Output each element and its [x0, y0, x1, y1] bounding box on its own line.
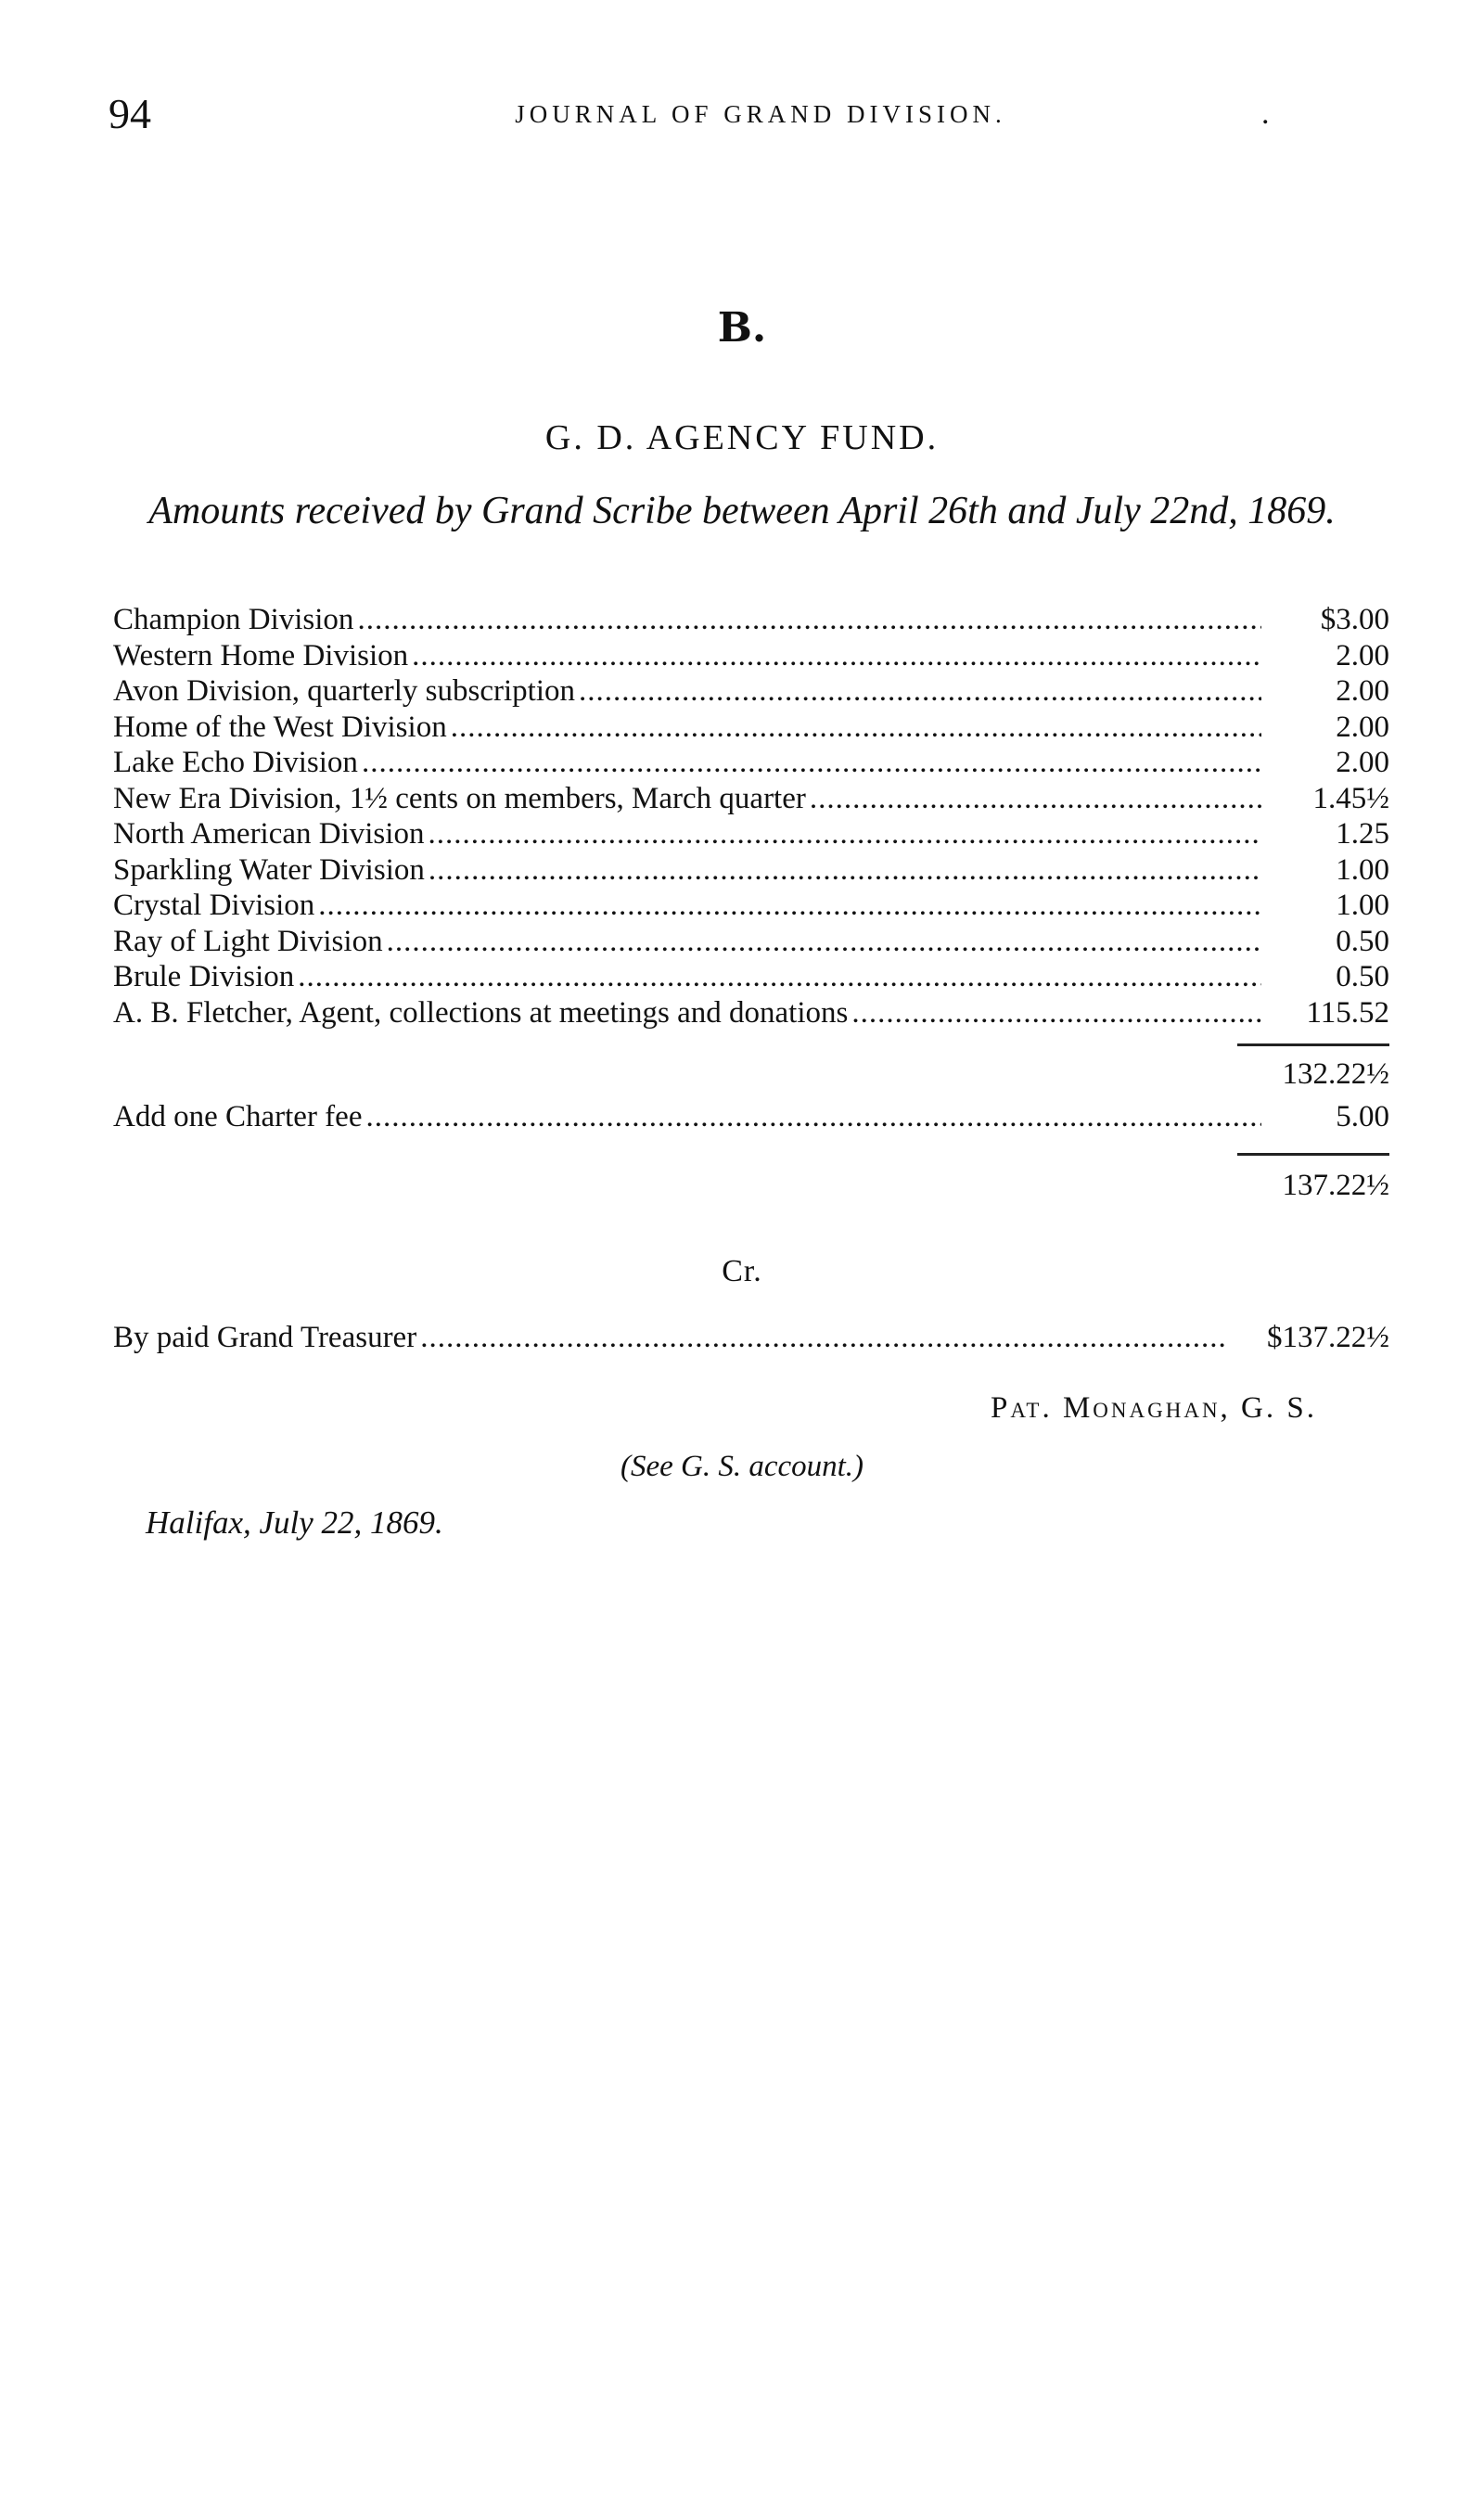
- page-number: 94: [109, 90, 151, 137]
- ledger-row: [113, 817, 1389, 853]
- charter-fee-row: [113, 1100, 1389, 1136]
- header-dot: .: [1261, 96, 1270, 131]
- row-amount: 0.50: [1336, 960, 1389, 993]
- row-amount: $137.22½: [1267, 1321, 1389, 1354]
- ledger-row: [113, 639, 1389, 675]
- ledger-row: [113, 889, 1389, 925]
- running-head: JOURNAL OF GRAND DIVISION.: [515, 100, 1006, 128]
- dot-leader: [420, 1321, 1224, 1355]
- dot-leader: [412, 639, 1261, 673]
- row-description: Home of the West Division: [113, 710, 447, 744]
- dot-leader: [851, 996, 1261, 1030]
- subtotal-rule: [1237, 1043, 1389, 1046]
- total-rule: [1237, 1153, 1389, 1156]
- dot-leader: [810, 782, 1261, 816]
- row-amount: 1.45½: [1312, 781, 1389, 815]
- row-amount: 2.00: [1336, 638, 1389, 672]
- row-description: Ray of Light Division: [113, 924, 383, 958]
- row-description: Champion Division: [113, 603, 354, 636]
- dot-leader: [579, 674, 1261, 709]
- dot-leader: [428, 817, 1261, 851]
- row-description: A. B. Fletcher, Agent, collections at meetings and donations: [113, 995, 849, 1030]
- row-amount: 1.00: [1336, 852, 1389, 887]
- dot-leader: [365, 1100, 1261, 1134]
- row-amount: 115.52: [1306, 995, 1389, 1030]
- row-description: Western Home Division: [113, 638, 409, 672]
- subtotal-amount: 132.22½: [1282, 1057, 1389, 1091]
- dot-leader: [318, 889, 1261, 923]
- ledger-row: [113, 674, 1389, 710]
- ledger-row: [113, 710, 1389, 747]
- ledger-row: [113, 782, 1389, 818]
- row-description: Lake Echo Division: [113, 746, 358, 779]
- row-description: Sparkling Water Division: [113, 852, 425, 887]
- signature: Pat. Monaghan, G. S.: [990, 1391, 1317, 1425]
- ledger-table: [113, 603, 1389, 1031]
- row-amount: 1.25: [1336, 817, 1389, 851]
- ledger-row: [113, 960, 1389, 996]
- dot-leader: [362, 746, 1261, 780]
- account-note: (See G. S. account.): [620, 1450, 864, 1483]
- row-amount: 5.00: [1336, 1100, 1389, 1133]
- row-amount: 2.00: [1336, 674, 1389, 708]
- row-amount: 2.00: [1336, 746, 1389, 779]
- row-description: By paid Grand Treasurer: [113, 1321, 417, 1354]
- section-letter: B.: [717, 304, 767, 352]
- ledger-row: [113, 746, 1389, 782]
- credit-heading: Cr.: [722, 1254, 762, 1288]
- fund-subtitle: Amounts received by Grand Scribe between April 26th and July 22nd, 1869.: [148, 490, 1336, 532]
- row-description: Add one Charter fee: [113, 1100, 363, 1133]
- ledger-row: [113, 925, 1389, 961]
- row-description: North American Division: [113, 817, 425, 851]
- row-description: Avon Division, quarterly subscription: [113, 674, 575, 708]
- row-amount: $3.00: [1320, 603, 1389, 636]
- dot-leader: [387, 925, 1261, 959]
- dateline: Halifax, July 22, 1869.: [146, 1504, 443, 1541]
- total-amount: 137.22½: [1282, 1169, 1389, 1202]
- row-amount: 2.00: [1336, 710, 1389, 744]
- dot-leader: [429, 853, 1261, 888]
- row-amount: 1.00: [1336, 889, 1389, 922]
- fund-title: G. D. AGENCY FUND.: [544, 418, 940, 457]
- dot-leader: [357, 603, 1261, 637]
- row-description: New Era Division, 1½ cents on members, March quarter: [113, 781, 806, 815]
- credit-row: [113, 1321, 1389, 1357]
- ledger-row: [113, 853, 1389, 890]
- row-amount: 0.50: [1336, 924, 1389, 958]
- ledger-row: [113, 603, 1389, 639]
- dot-leader: [451, 710, 1261, 745]
- ledger-row: [113, 996, 1389, 1032]
- row-description: Brule Division: [113, 960, 295, 993]
- dot-leader: [298, 960, 1261, 994]
- row-description: Crystal Division: [113, 889, 315, 922]
